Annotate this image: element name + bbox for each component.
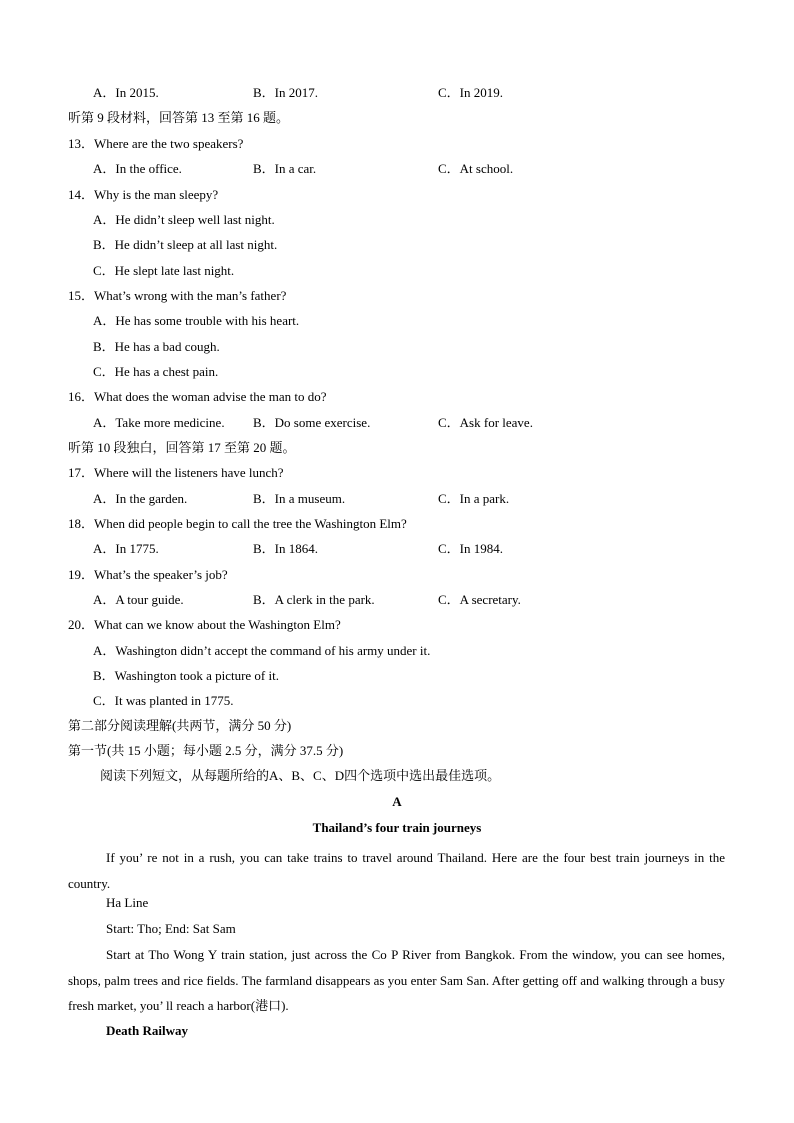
- question-16-option-c: C．Ask for leave.: [438, 415, 533, 430]
- passage-title: Thailand’s four train journeys: [312, 820, 482, 835]
- question-14-stem: 14．Why is the man sleepy?: [68, 187, 219, 202]
- question-18-option-b: B．In 1864.: [253, 541, 319, 556]
- question-19-option-c: C．A secretary.: [438, 592, 521, 607]
- option-b: B．In 2017.: [253, 85, 319, 100]
- question-16-option-b: B．Do some exercise.: [253, 415, 371, 430]
- question-18-option-c: C．In 1984.: [438, 541, 504, 556]
- question-16-option-a: A．Take more medicine.: [93, 415, 225, 430]
- section-1-header: 第一节(共 15 小题；每小题 2.5 分，满分 37.5 分): [68, 743, 344, 758]
- question-17-stem: 17．Where will the listeners have lunch?: [68, 465, 284, 480]
- question-19-stem: 19．What’s the speaker’s job?: [68, 567, 228, 582]
- section-9-header: 听第 9 段材料，回答第 13 至第 16 题。: [68, 110, 290, 125]
- question-19-option-a: A．A tour guide.: [93, 592, 184, 607]
- question-13-stem: 13．Where are the two speakers?: [68, 136, 244, 151]
- question-14-option-a: A．He didn’t sleep well last night.: [93, 212, 275, 227]
- question-14-option-b: B．He didn’t sleep at all last night.: [93, 237, 278, 252]
- section-10-header: 听第 10 段独白，回答第 17 至第 20 题。: [68, 440, 296, 455]
- line-1-route: Start: Tho; End: Sat Sam: [106, 921, 236, 936]
- question-20-stem: 20．What can we know about the Washington Elm?: [68, 617, 341, 632]
- question-17-option-b: B．In a museum.: [253, 491, 346, 506]
- question-18-stem: 18．When did people begin to call the tree the Washington Elm?: [68, 516, 407, 531]
- question-13-option-c: C．At school.: [438, 161, 514, 176]
- option-c: C．In 2019.: [438, 85, 504, 100]
- line-1-description: Start at Tho Wong Y train station, just across the Co P River from Bangkok. From the window, you can see homes, shops, palm trees and rice fields. The farmland disappears as you enter Sam San. After getting off and walking through a busy fresh market, you’ ll reach a harbor(港口).: [68, 947, 725, 1013]
- question-17-option-c: C．In a park.: [438, 491, 510, 506]
- question-20-option-a: A．Washington didn’t accept the command of his army under it.: [93, 643, 431, 658]
- passage-letter: A: [392, 794, 402, 809]
- question-20-option-c: C．It was planted in 1775.: [93, 693, 234, 708]
- instructions: 阅读下列短文，从每题所给的A、B、C、D四个选项中选出最佳选项。: [100, 768, 501, 783]
- question-20-option-b: B．Washington took a picture of it.: [93, 668, 279, 683]
- question-16-stem: 16．What does the woman advise the man to do?: [68, 389, 327, 404]
- question-18-option-a: A．In 1775.: [93, 541, 159, 556]
- question-15-stem: 15．What’s wrong with the man’s father?: [68, 288, 287, 303]
- question-17-option-a: A．In the garden.: [93, 491, 188, 506]
- line-1-name: Ha Line: [106, 895, 149, 910]
- question-15-option-c: C．He has a chest pain.: [93, 364, 219, 379]
- part-2-header: 第二部分阅读理解(共两节，满分 50 分): [68, 718, 292, 733]
- passage-intro: If you’ re not in a rush, you can take trains to travel around Thailand. Here are the four best train journeys in the country.: [68, 850, 725, 891]
- question-13-option-a: A．In the office.: [93, 161, 182, 176]
- question-14-option-c: C．He slept late last night.: [93, 263, 235, 278]
- question-13-option-b: B．In a car.: [253, 161, 317, 176]
- question-15-option-a: A．He has some trouble with his heart.: [93, 313, 300, 328]
- option-a: A．In 2015.: [93, 85, 159, 100]
- line-2-name: Death Railway: [106, 1023, 188, 1038]
- question-19-option-b: B．A clerk in the park.: [253, 592, 375, 607]
- question-15-option-b: B．He has a bad cough.: [93, 339, 220, 354]
